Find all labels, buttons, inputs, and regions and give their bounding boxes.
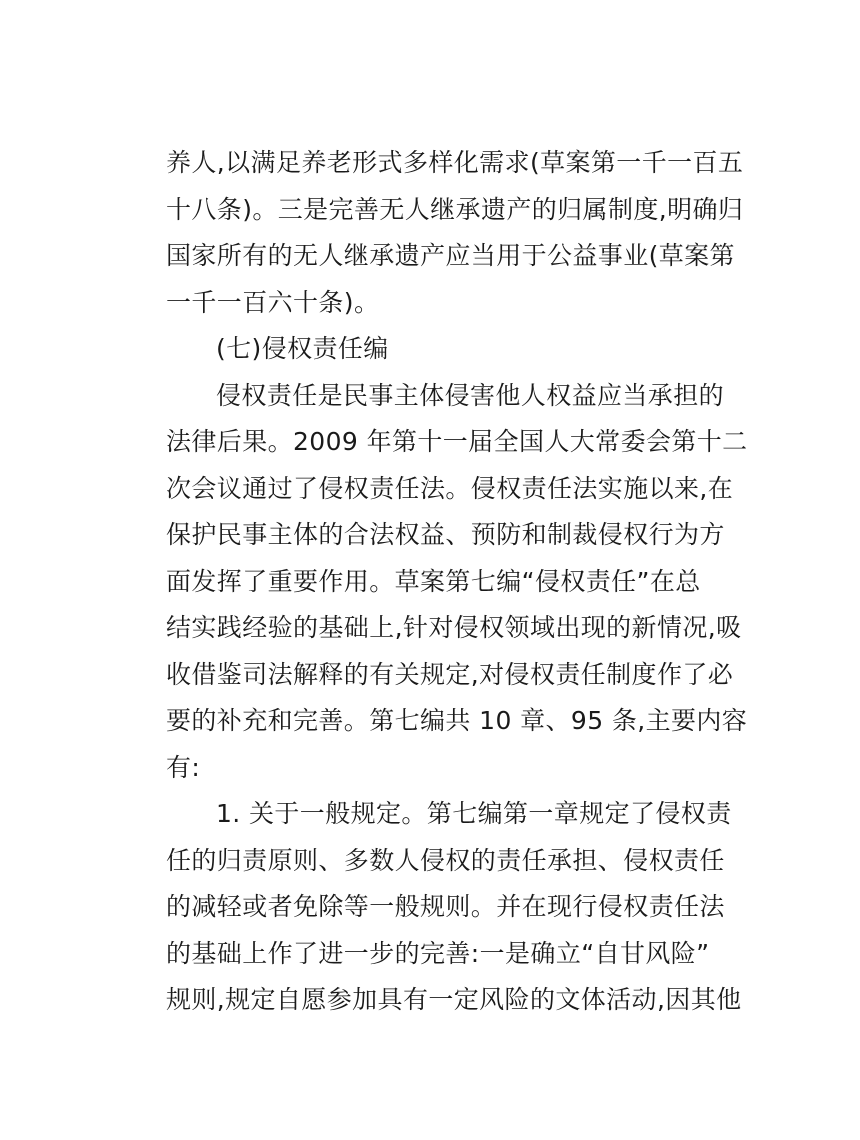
text-line: 要的补充和完善。第七编共 10 章、95 条,主要内容	[166, 706, 748, 735]
section-heading: (七)侵权责任编	[216, 334, 389, 363]
text-line: 养人,以满足养老形式多样化需求(草案第一千一百五	[166, 148, 744, 177]
text-line: 国家所有的无人继承遗产应当用于公益事业(草案第	[166, 241, 735, 270]
text-line: 任的归责原则、多数人侵权的责任承担、侵权责任	[166, 845, 725, 875]
text-line: 保护民事主体的合法权益、预防和制裁侵权行为方	[166, 520, 725, 549]
text-line: 收借鉴司法解释的有关规定,对侵权责任制度作了必	[166, 659, 734, 689]
list-item-heading: 1. 关于一般规定。第七编第一章规定了侵权责	[216, 799, 732, 828]
document-body	[166, 140, 748, 1024]
text-line: 的减轻或者免除等一般规则。并在现行侵权责任法	[166, 892, 725, 921]
text-line: 的基础上作了进一步的完善:一是确立“自甘风险”	[166, 938, 710, 968]
text-line: 次会议通过了侵权责任法。侵权责任法实施以来,在	[166, 473, 734, 503]
text-line: 法律后果。2009 年第十一届全国人大常委会第十二	[166, 427, 748, 456]
text-line: 有:	[166, 752, 201, 782]
text-line: 规则,规定自愿参加具有一定风险的文体活动,因其他	[166, 985, 742, 1014]
text-line: 侵权责任是民事主体侵害他人权益应当承担的	[216, 380, 725, 410]
text-line: 一千一百六十条)。	[166, 287, 380, 317]
text-line: 面发挥了重要作用。草案第七编“侵权责任”在总	[166, 566, 701, 596]
text-line: 十八条)。三是完善无人继承遗产的归属制度,明确归	[166, 194, 744, 224]
text-line: 结实践经验的基础上,针对侵权领域出现的新情况,吸	[166, 613, 742, 642]
